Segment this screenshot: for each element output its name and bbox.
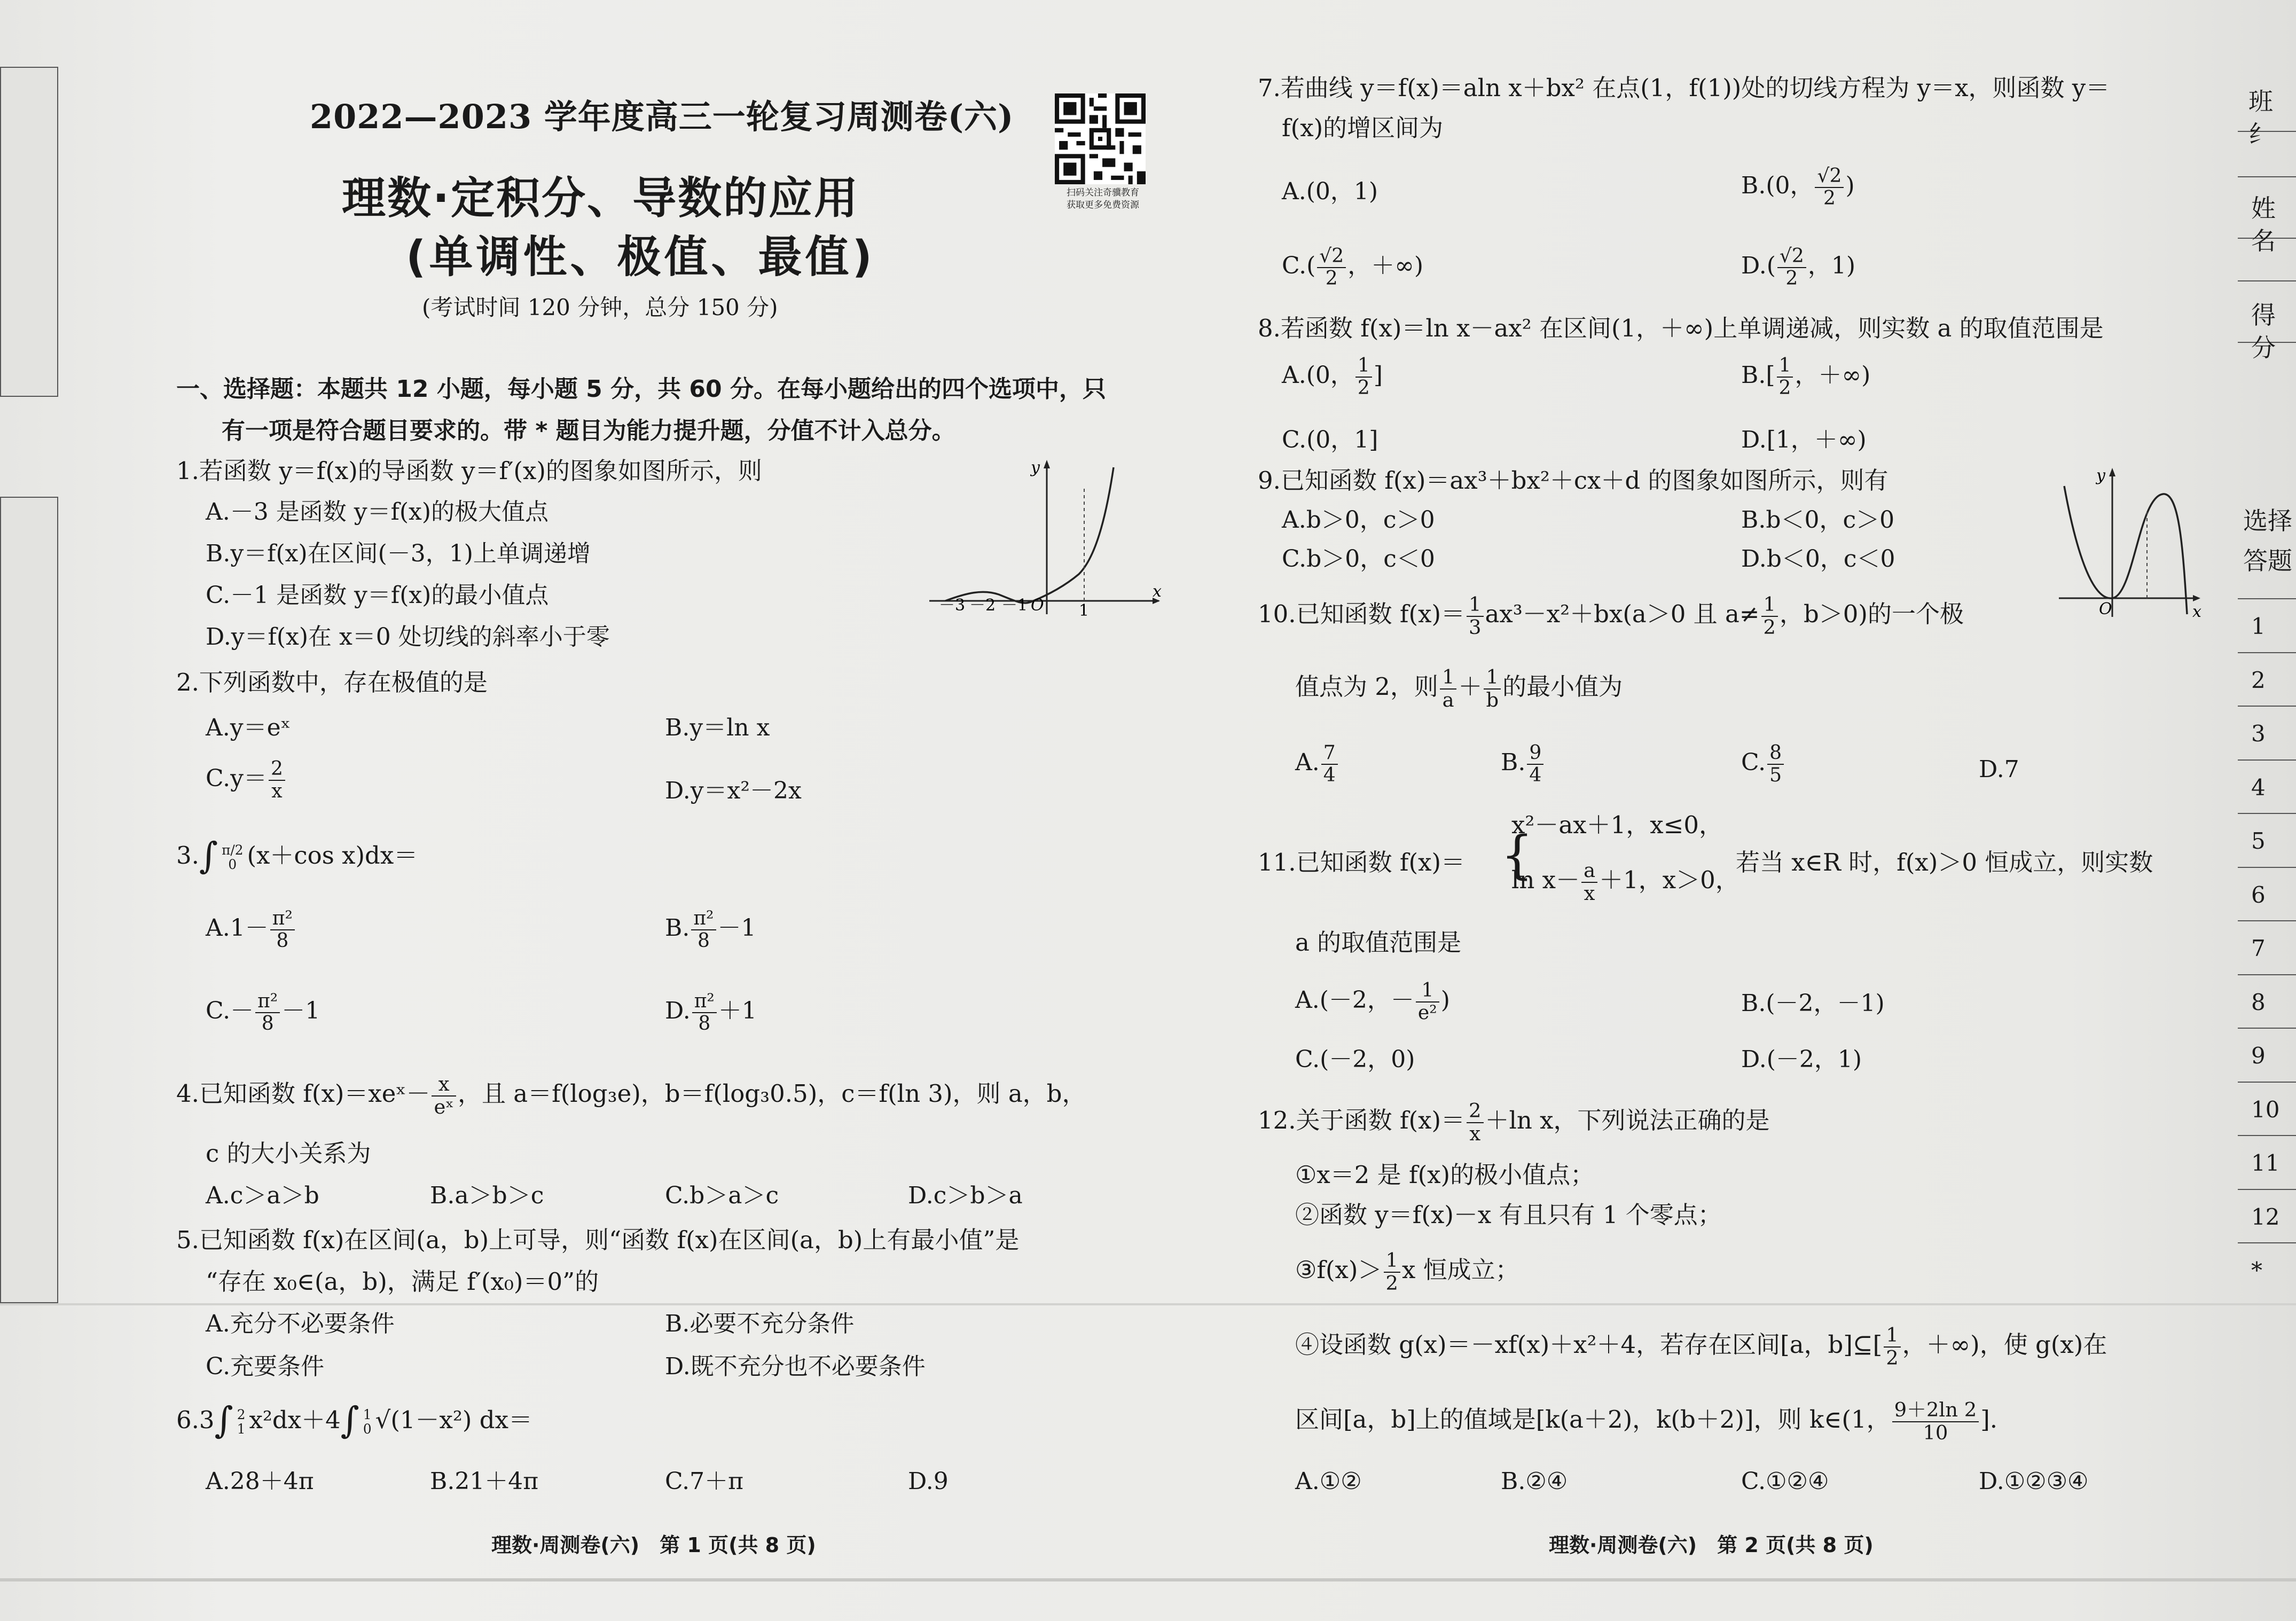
answer-row-divider xyxy=(2238,974,2296,975)
q8-option-c[interactable]: C.(0，1] xyxy=(1282,426,1378,453)
q9-option-d[interactable]: D.b＜0，c＜0 xyxy=(1741,545,1895,573)
info-divider-4 xyxy=(2238,280,2296,281)
score-field-label[interactable]: 得分 xyxy=(2251,301,2276,362)
q5-option-a[interactable]: A.充分不必要条件 xyxy=(206,1310,395,1337)
q1-stem: 1.若函数 y＝f(x)的导函数 y＝f′(x)的图象如图所示，则 xyxy=(176,457,762,485)
q2-option-c[interactable]: C.y＝ $\frac{2}{x}$ xyxy=(206,758,287,802)
q1-derivative-graph xyxy=(929,457,1164,617)
q7-option-a[interactable]: A.(0，1) xyxy=(1282,178,1378,205)
q10-stem: 10.已知函数 f(x)＝ $\frac{1}{3}$ ax³－x²＋bx(a＞0 且 a≠ $\frac{1}{2}$ ，b＞0)的一个极 xyxy=(1258,593,1964,639)
q10-option-b[interactable]: B. $\frac{9}{4}$ xyxy=(1501,742,1545,786)
q12-option-a[interactable]: A.①② xyxy=(1295,1468,1362,1495)
q6-stem: 6.3∫ 2 1 x²dx＋4∫ 1 0 √(1－x²) dx＝ xyxy=(176,1399,532,1441)
answer-row-divider xyxy=(2238,867,2296,868)
page-1-footer: 理数·周测卷(六) 第 1 页(共 8 页) xyxy=(491,1533,816,1557)
q10-stem-line-2: 值点为 2，则 $\frac{1}{a}$ ＋ $\frac{1}{b}$ 的最小值为 xyxy=(1295,665,1623,711)
q10-option-c[interactable]: C. $\frac{8}{5}$ xyxy=(1741,742,1785,786)
q12-statement-4: ④设函数 g(x)＝－xf(x)＋x²＋4，若存在区间[a，b]⊆[ $\frac{1}{2}$ ，＋∞)，使 g(x)在 xyxy=(1295,1324,2107,1369)
q11-stem-suffix: 若当 x∈R 时，f(x)＞0 恒成立，则实数 xyxy=(1736,848,2153,876)
paper-bottom-fold xyxy=(0,1578,2296,1581)
answer-row-4[interactable]: 4 xyxy=(2251,774,2266,801)
choice-grid-label-2: 答题 xyxy=(2243,546,2292,575)
exam-time: (考试时间 120 分钟，总分 150 分) xyxy=(422,294,778,320)
answer-row-divider xyxy=(2238,813,2296,814)
choice-grid-label-1: 选择 xyxy=(2243,506,2292,535)
answer-row-divider xyxy=(2238,652,2296,653)
q2-option-a[interactable]: A.y＝eˣ xyxy=(206,714,291,741)
answer-row-divider xyxy=(2238,920,2296,921)
q1-graph-tick-neg1: －1 xyxy=(1001,596,1028,615)
q11-option-d[interactable]: D.(－2，1) xyxy=(1741,1046,1862,1073)
q3-option-b[interactable]: B. $\frac{\text{π²}}{8}$ －1 xyxy=(665,907,756,952)
q5-stem-line-2: “存在 x₀∈(a，b)，满足 f′(x₀)＝0”的 xyxy=(206,1267,599,1296)
q3-stem: 3.∫ π/2 0 (x＋cos x)dx＝ xyxy=(176,834,418,876)
answer-row-1[interactable]: 1 xyxy=(2251,613,2266,639)
qr-caption-line-1: 扫码关注奇骥教育 xyxy=(1067,187,1139,198)
q9-option-b[interactable]: B.b＜0，c＞0 xyxy=(1741,506,1895,534)
q2-option-d[interactable]: D.y＝x²－2x xyxy=(665,777,802,804)
q4-option-b[interactable]: B.a＞b＞c xyxy=(430,1182,544,1209)
q9-graph-origin: O xyxy=(2099,600,2112,618)
q10-option-d[interactable]: D.7 xyxy=(1979,756,2019,783)
section-1-instruction-line-2: 有一项是符合题目要求的。带 * 题目为能力提升题，分值不计入总分。 xyxy=(222,417,955,444)
q9-graph-x-label: x xyxy=(2192,602,2201,620)
answer-row-divider xyxy=(2238,1135,2296,1136)
q3-option-d[interactable]: D. $\frac{\text{π²}}{8}$ ＋1 xyxy=(665,990,757,1035)
q8-option-b[interactable]: B.[ $\frac{1}{2}$ ，＋∞) xyxy=(1741,354,1871,399)
answer-row-2[interactable]: 2 xyxy=(2251,667,2266,693)
q9-option-a[interactable]: A.b＞0，c＞0 xyxy=(1282,506,1435,534)
q5-option-d[interactable]: D.既不充分也不必要条件 xyxy=(665,1353,926,1380)
answer-row-divider xyxy=(2238,1189,2296,1190)
q9-option-c[interactable]: C.b＞0，c＜0 xyxy=(1282,545,1435,573)
page-subtitle: (单调性、极值、最值) xyxy=(406,232,875,283)
answer-row-divider xyxy=(2238,1082,2296,1083)
q2-stem: 2.下列函数中，存在极值的是 xyxy=(176,668,488,696)
q1-graph-tick-1: 1 xyxy=(1079,601,1090,617)
page-title: 理数·定积分、导数的应用 xyxy=(342,173,860,224)
q6-option-c[interactable]: C.7＋π xyxy=(665,1468,743,1495)
answer-row-divider xyxy=(2238,706,2296,707)
q12-option-d[interactable]: D.①②③④ xyxy=(1979,1468,2089,1495)
answer-row-10[interactable]: 10 xyxy=(2251,1096,2280,1123)
q5-option-b[interactable]: B.必要不充分条件 xyxy=(665,1310,855,1337)
q4-option-a[interactable]: A.c＞a＞b xyxy=(206,1182,319,1209)
answer-row-6[interactable]: 6 xyxy=(2251,881,2266,908)
class-field-label[interactable]: 班纟 xyxy=(2248,87,2273,148)
q6-option-d[interactable]: D.9 xyxy=(908,1468,949,1495)
q1-graph-y-label: y xyxy=(1031,458,1040,477)
answer-row-7[interactable]: 7 xyxy=(2251,935,2266,961)
qr-caption-line-2: 获取更多免费资源 xyxy=(1067,199,1139,210)
q4-stem: 4.已知函数 f(x)＝xeˣ－ $\frac{x}{\text{eˣ}}$ ，且 a＝f(log₃e)，b＝f(log₃0.5)，c＝f(ln 3)，则 a，b， xyxy=(176,1072,1086,1118)
choice-answer-grid xyxy=(0,497,58,1303)
q1-option-a[interactable]: A.－3 是函数 y＝f(x)的极大值点 xyxy=(206,498,549,526)
q11-option-b[interactable]: B.(－2，－1) xyxy=(1741,990,1885,1017)
q11-case-1: x²－ax＋1，x≤0， xyxy=(1511,811,1723,839)
q5-option-c[interactable]: C.充要条件 xyxy=(206,1353,325,1380)
q1-option-d[interactable]: D.y＝f(x)在 x＝0 处切线的斜率小于零 xyxy=(206,623,610,651)
section-1-instruction-line-1: 一、选择题：本题共 12 小题，每小题 5 分，共 60 分。在每小题给出的四个选项中，只 xyxy=(176,375,1106,403)
q11-option-a[interactable]: A.(－2，－ $\frac{1}{\text{e²}}$ ) xyxy=(1295,979,1450,1024)
answer-row-3[interactable]: 3 xyxy=(2251,721,2266,747)
q1-option-b[interactable]: B.y＝f(x)在区间(－3，1)上单调递增 xyxy=(206,540,591,567)
paper-fold-line xyxy=(0,1303,2296,1305)
q8-option-d[interactable]: D.[1，＋∞) xyxy=(1741,426,1867,453)
q1-option-c[interactable]: C.－1 是函数 y＝f(x)的最小值点 xyxy=(206,582,549,609)
q7-stem: 7.若曲线 y＝f(x)＝aln x＋bx² 在点(1，f(1))处的切线方程为 y＝x，则函数 y＝ xyxy=(1258,74,2110,102)
q3-option-c[interactable]: C.－ $\frac{\text{π²}}{8}$ －1 xyxy=(206,990,320,1035)
answer-row-11[interactable]: 11 xyxy=(2251,1150,2280,1176)
q10-option-a[interactable]: A. $\frac{7}{4}$ xyxy=(1295,742,1339,786)
name-field-label[interactable]: 姓名 xyxy=(2251,194,2276,255)
qr-caption xyxy=(1052,187,1154,212)
answer-row-divider xyxy=(2238,1242,2296,1243)
q11-stem-prefix: 11.已知函数 f(x)＝ xyxy=(1258,848,1466,876)
q7-stem-line-2: f(x)的增区间为 xyxy=(1282,114,1444,142)
q4-option-c[interactable]: C.b＞a＞c xyxy=(665,1182,779,1209)
q5-stem: 5.已知函数 f(x)在区间(a，b)上可导，则“函数 f(x)在区间(a，b)上有最小值”是 xyxy=(176,1226,1020,1254)
q12-option-b[interactable]: B.②④ xyxy=(1501,1468,1568,1495)
q7-option-b[interactable]: B.(0， $\frac{√2}{2}$ ) xyxy=(1741,165,1855,209)
info-divider-2 xyxy=(2238,176,2296,177)
qr-code-icon[interactable] xyxy=(1055,93,1146,184)
q12-statement-1: ①x＝2 是 f(x)的极小值点； xyxy=(1295,1161,1595,1189)
q11-case-2: ln x－ $\frac{a}{x}$ ＋1，x＞0， xyxy=(1511,859,1739,905)
student-info-box xyxy=(0,67,58,397)
answer-row-bonus[interactable]: * xyxy=(2251,1257,2262,1283)
answer-row-12[interactable]: 12 xyxy=(2251,1203,2280,1230)
q2-option-b[interactable]: B.y＝ln x xyxy=(665,714,770,741)
q11-option-c[interactable]: C.(－2，0) xyxy=(1295,1046,1415,1073)
q1-graph-tick-neg3: －3 xyxy=(939,596,966,615)
q12-stem: 12.关于函数 f(x)＝ $\frac{2}{x}$ ＋ln x，下列说法正确的是 xyxy=(1258,1099,1770,1145)
answer-row-9[interactable]: 9 xyxy=(2251,1043,2266,1069)
q1-graph-origin: O xyxy=(1031,596,1044,615)
q4-stem-line-2: c 的大小关系为 xyxy=(206,1139,371,1168)
q12-option-c[interactable]: C.①②④ xyxy=(1741,1468,1829,1495)
q7-option-d[interactable]: D.( $\frac{√2}{2}$ ，1) xyxy=(1741,245,1855,289)
q12-statement-3: ③f(x)＞ $\frac{1}{2}$ x 恒成立； xyxy=(1295,1249,1519,1295)
q8-option-a[interactable]: A.(0， $\frac{1}{2}$ ] xyxy=(1282,354,1383,399)
answer-row-8[interactable]: 8 xyxy=(2251,989,2266,1015)
q9-graph-y-label: y xyxy=(2096,466,2105,485)
q6-option-b[interactable]: B.21＋4π xyxy=(430,1468,539,1495)
answer-row-divider xyxy=(2238,598,2296,599)
q6-option-a[interactable]: A.28＋4π xyxy=(206,1468,314,1495)
page-2-footer: 理数·周测卷(六) 第 2 页(共 8 页) xyxy=(1549,1533,1874,1557)
answer-row-5[interactable]: 5 xyxy=(2251,828,2266,854)
answer-row-divider xyxy=(2238,759,2296,761)
q8-stem: 8.若函数 f(x)＝ln x－ax² 在区间(1，＋∞)上单调递减，则实数 a 的取值范围是 xyxy=(1258,314,2104,342)
q7-option-c[interactable]: C.( $\frac{√2}{2}$ ，＋∞) xyxy=(1282,245,1424,289)
q4-option-d[interactable]: D.c＞b＞a xyxy=(908,1182,1023,1209)
q11-stem-line-2: a 的取值范围是 xyxy=(1295,928,1462,957)
q11-brace: { xyxy=(1501,825,1534,885)
q3-option-a[interactable]: A.1－ $\frac{\text{π²}}{8}$ xyxy=(206,908,296,951)
q1-graph-tick-neg2: －2 xyxy=(969,596,996,615)
q1-graph-x-label: x xyxy=(1153,582,1162,601)
answer-row-divider xyxy=(2238,1028,2296,1029)
q12-statement-4-line-2: 区间[a，b]上的值域是[k(a＋2)，k(b＋2)]，则 k∈(1， $\frac{9+2\ln 2}{10}$ ]. xyxy=(1295,1398,1998,1444)
q9-stem: 9.已知函数 f(x)＝ax³＋bx²＋cx＋d 的图象如图所示，则有 xyxy=(1258,466,1888,495)
q12-statement-2: ②函数 y＝f(x)－x 有且只有 1 个零点； xyxy=(1295,1201,1722,1229)
exam-series-title: 2022—2023 学年度高三一轮复习周测卷(六) xyxy=(310,97,1014,136)
q9-cubic-graph xyxy=(2059,465,2203,620)
